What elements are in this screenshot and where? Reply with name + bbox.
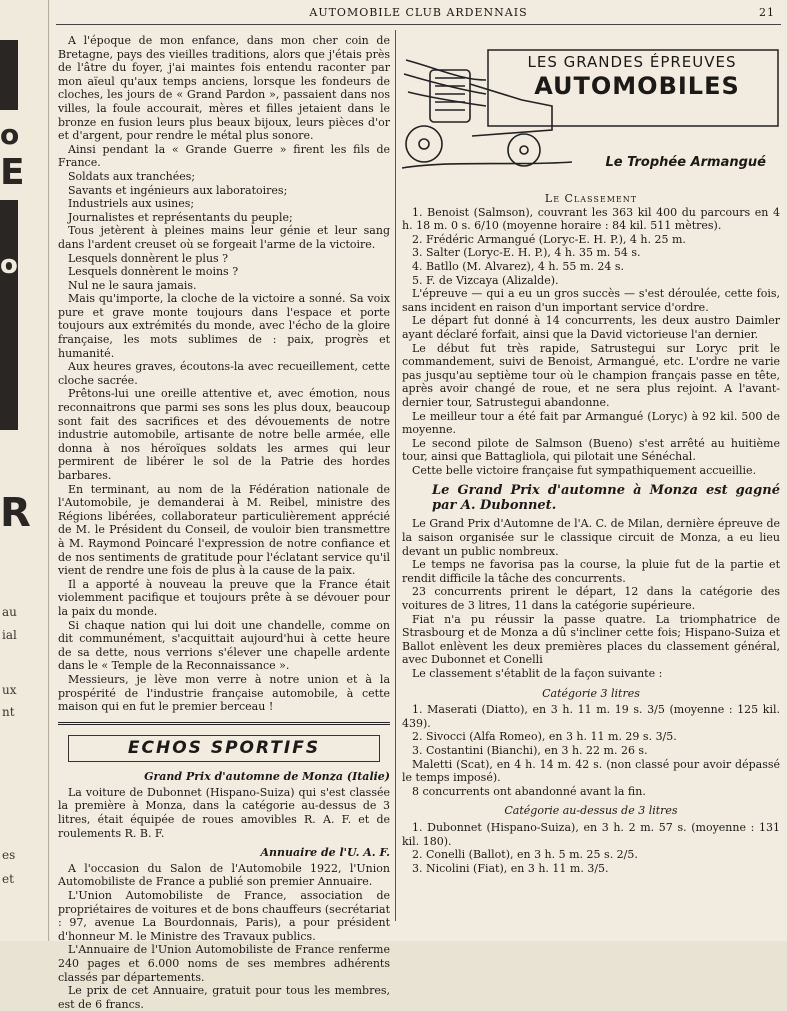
speech-paragraph: Messieurs, je lève mon verre à notre union et à la prospérité de l'industrie française automobile, à cette maison qui en fut le premier berceau ! [58,672,390,714]
item-heading: Grand Prix d'automne de Monza (Italie) [144,770,390,784]
speech-paragraph: Ainsi pendant la « Grande Guerre » firent les fils de France. [58,142,390,170]
result-line: 1. Maserati (Diatto), en 3 h. 11 m. 19 s. 3/5 (moyenne : 125 kil. 439). [402,703,780,730]
right-column [402,40,780,875]
article-banner [402,40,780,188]
speech-paragraph: Mais qu'importe, la cloche de la victoire a sonné. Sa voix pure et grave monte toujours dans l'espace et porte toujours aux extrémités du monde, avec l'écho de la gloire française, les mots sublimes de : paix, progrès et humanité. [58,292,390,360]
echos-sportifs-heading: ECHOS SPORTIFS [68,735,380,763]
article-paragraph: Le classement s'établit de la façon suivante : [412,667,663,680]
facing-page-band [0,200,18,430]
article-paragraph: Cette belle victoire française fut sympathiquement accueillie. [412,463,757,477]
item-heading: Annuaire de l'U. A. F. [260,846,390,860]
item-paragraph: La voiture de Dubonnet (Hispano-Suiza) qui s'est classée la première à Monza, dans la catégorie au-dessus de 3 litres, était équipée de roues amovibles R. A. F. et de roulements R. B. F. [58,785,390,840]
facing-page-fragment: nt [2,705,15,719]
facing-page-fragment: es [2,848,16,862]
facing-page-glyph: o [0,250,18,280]
magazine-page [50,0,787,1011]
speech-paragraph: Tous jetèrent à pleines mains leur génie et leur sang dans l'ardent creuset où se forgeait l'arme de la victoire. [58,224,390,251]
article-paragraph: L'épreuve — qui a eu un gros succès — s'est déroulée, cette fois, sans incident en raison d'un important service d'ordre. [402,287,780,314]
facing-page-fragment: ux [2,683,17,697]
speech-paragraph: Aux heures graves, écoutons-la avec recueillement, cette cloche sacrée. [58,360,390,387]
speech-paragraph: Prêtons-lui une oreille attentive et, avec émotion, nous reconnaitrons que parmi ses sons les plus doux, beaucoup sont fait des sacrifices et des dévouements de notre industrie automobile, artisante de notre belle armée, elle donna à nos héroïques soldats les armes qui leur permirent de libérer le sol de la Patrie des hordes barbares. [58,387,390,482]
result-line: 2. Conelli (Ballot), en 3 h. 5 m. 25 s. 2/5. [412,848,638,862]
category-label: Catégorie au-dessus de 3 litres [504,804,678,818]
result-line: 3. Nicolini (Fiat), en 3 h. 11 m. 3/5. [412,861,609,875]
speech-paragraph: Lesquels donnèrent le plus ? [68,251,229,265]
speech-paragraph: Si chaque nation qui lui doit une chandelle, comme on dit communément, s'acquittait aujourd'hui à cette heure de sa dette, nous verrions s'élever une chapelle ardente dans le « Temple de la Reconnaissance ». [58,618,390,673]
result-line: 3. Salter (Loryc-E. H. P.), 4 h. 35 m. 54 s. [412,246,641,260]
item-paragraph: L'Union Automobiliste de France, association de propriétaires de voitures et de bons chauffeurs (secrétariat : 97, avenue La Bourdonnais, Paris), a pour président d'honneur M. le Ministre des Travaux publics. [58,889,390,943]
item-paragraph: Le prix de cet Annuaire, gratuit pour tous les membres, est de 6 francs. [58,984,390,1011]
category-label: Catégorie 3 litres [542,686,640,700]
item-paragraph: A l'occasion du Salon de l'Automobile 1922, l'Union Automobiliste de France a publié son premier Annuaire. [58,861,390,889]
banner-subtitle: Le Trophée Armangué [605,155,766,170]
speech-paragraph: Il a apporté à nouveau la preuve que la France était violemment pacifique et toujours prête à se dévouer pour la paix du monde. [58,577,390,618]
result-line: 1. Benoist (Salmson), couvrant les 363 kil 400 du parcours en 4 h. 18 m. 0 s. 6/10 (moyenne horaire : 84 kil. 511 mètres). [402,205,780,233]
classement-label: Le Classement [544,192,638,205]
result-line: 2. Sivocci (Alfa Romeo), en 3 h. 11 m. 29 s. 3/5. [412,730,677,744]
page-header [50,6,787,24]
article-paragraph: Le meilleur tour a été fait par Armangué (Loryc) à 92 kil. 500 de moyenne. [402,409,780,437]
result-line: 1. Dubonnet (Hispano-Suiza), en 3 h. 2 m. 57 s. (moyenne : 131 kil. 180). [402,820,780,848]
result-line: 3. Costantini (Bianchi), en 3 h. 22 m. 26 s. [412,743,648,757]
speech-paragraph: Lesquels donnèrent le moins ? [68,265,239,279]
facing-page-strip [0,0,49,941]
result-line: 4. Batllo (M. Alvarez), 4 h. 55 m. 24 s. [412,259,624,273]
page-number: 21 [759,6,775,19]
column-divider [395,30,396,921]
article-paragraph: 23 concurrents prirent le départ, 12 dans la catégorie des voitures de 3 litres, 11 dans la catégorie supérieure. [402,585,780,613]
item-paragraph: L'Annuaire de l'Union Automobiliste de France renferme 240 pages et 6.000 noms de ses membres adhérents classés par départements. [58,943,390,984]
article-paragraph: Le début fut très rapide, Satrustegui sur Loryc prit le commandement, suivi de Benoist, Armangué, etc. L'ordre ne varie pas jusqu'au septième tour où le champion français passe en tête, après avoir changé de roue, et ne sera plus rejoint. A l'avant-dernier tour, Satrustegui abandonne. [402,341,780,409]
result-line: 5. F. de Vizcaya (Alizalde). [412,273,559,287]
result-line: 2. Frédéric Armangué (Loryc-E. H. P.), 4 h. 25 m. [412,232,686,246]
facing-page-fragment: ial [2,628,17,642]
result-line: 8 concurrents ont abandonné avant la fin. [412,784,646,798]
monza-heading: Le Grand Prix d'automne à Monza est gagné par A. Dubonnet. [432,483,780,514]
facing-page-band [0,40,18,110]
section-rule [58,722,390,725]
speech-paragraph: A l'époque de mon enfance, dans mon cher coin de Bretagne, pays des vieilles traditions, alors que j'étais près de l'âtre du foyer, j'ai maintes fois entendu raconter par mon aïeul qu'aux temps anciens, lorsque les fondeurs de cloches, les jours de « Grand Pardon », passaient dans nos villes, la foule accourait, mères et filles jetaient dans le bronze en fusion leurs plus beaux bijoux, leurs pièces d'or et d'argent, pour rendre le métal plus sonore. [58,34,390,143]
facing-page-glyph: o [0,118,20,151]
article-paragraph: Fiat n'a pu réussir la passe quatre. La triomphatrice de Strasbourg et de Monza a dû s'incliner cette fois; Hispano-Suiza et Ballot enlèvent les deux premières places du classement général, avec Dubonnet et Conelli [402,612,780,667]
left-column [58,34,390,1011]
article-paragraph: Le second pilote de Salmson (Bueno) s'est arrêté au huitième tour, ainsi que Battagliola, qui pilotait une Sénéchal. [402,436,780,464]
speech-paragraph: Soldats aux tranchées; [68,169,196,183]
speech-text [58,34,390,714]
facing-page-glyph: E [0,152,25,193]
facing-page-fragment: et [2,872,14,886]
speech-paragraph: Journalistes et représentants du peuple; [68,210,293,224]
running-title: AUTOMOBILE CLUB ARDENNAIS [309,6,528,19]
banner-line-1: LES GRANDES ÉPREUVES [527,53,737,71]
facing-page-fragment: au [2,605,17,619]
article-paragraph: Le temps ne favorisa pas la course, la pluie fut de la partie et rendit difficile la tâche des concurrents. [402,558,780,585]
article-paragraph: Le départ fut donné à 14 concurrents, les deux austro Daimler ayant déclaré forfait, ainsi que la David victorieuse l'an dernier. [402,314,780,341]
article-paragraph: Le Grand Prix d'Automne de l'A. C. de Milan, dernière épreuve de la saison organisée sur le classique circuit de Monza, a eu lieu devant un public nombreux. [402,517,780,558]
banner-line-2: AUTOMOBILES [534,72,740,100]
speech-paragraph: Industriels aux usines; [68,197,195,211]
header-rule [56,24,781,25]
speech-paragraph: Savants et ingénieurs aux laboratoires; [68,183,288,197]
facing-page-glyph: R [0,490,31,536]
speech-paragraph: En terminant, au nom de la Fédération nationale de l'Automobile, je demanderai à M. Reibel, ministre des Régions libérées, collaborateur particulièrement apprécié de M. le Président du Conseil, de vouloir bien transmettre à M. Raymond Poincaré l'expression de notre confiance et de nos sentiments de gratitude pour l'éclatant service qu'il vient de rendre une fois de plus à la cause de la paix. [58,482,390,578]
result-line: Maletti (Scat), en 4 h. 14 m. 42 s. (non classé pour avoir dépassé le temps imposé). [402,757,780,785]
speech-paragraph: Nul ne le saura jamais. [68,278,197,292]
